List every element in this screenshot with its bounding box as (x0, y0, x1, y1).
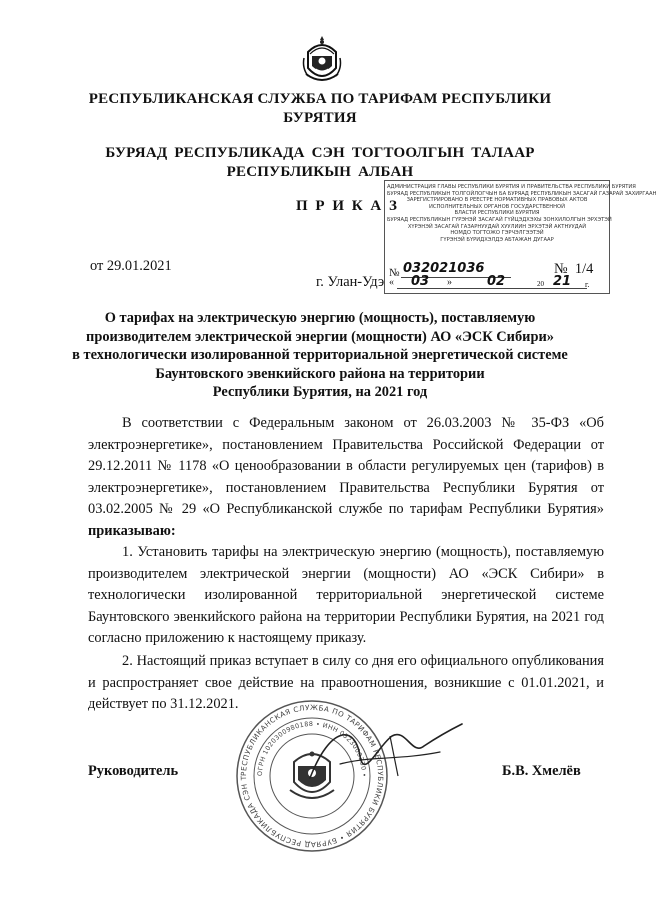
org-name-ru-line1: РЕСПУБЛИКАНСКАЯ СЛУЖБА ПО ТАРИФАМ РЕСПУБЛИКИ (88, 91, 552, 107)
title-line1: О тарифах на электрическую энергию (мощность), поставляемую (104, 310, 536, 326)
stamp-date-year-prefix: 20 (537, 280, 544, 288)
stamp-date-year-suffix: г. (585, 280, 590, 289)
org-name-bur-line1: БУРЯАД РЕСПУБЛИКАДА СЭН ТОГТООЛГЫН ТАЛААР (105, 145, 535, 161)
document-type: П Р И К А З (296, 198, 399, 214)
document-title (60, 309, 580, 402)
stamp-line: ЗАРЕГИСТРИРОВАНО В РЕЕСТРЕ НОРМАТИВНЫХ ПРАВОВЫХ АКТОВ (406, 197, 588, 204)
stamp-line: НОМДО ТОГТОЖО ГЭРЧЭЛГЭЭТЭЙ (450, 230, 544, 237)
stamp-line: АДМИНИСТРАЦИЯ ГЛАВЫ РЕСПУБЛИКИ БУРЯТИЯ И ПРАВИТЕЛЬСТВА РЕСПУБЛИКИ БУРЯТИЯ (387, 184, 636, 190)
stamp-line: ИСПОЛНИТЕЛЬНЫХ ОРГАНОВ ГОСУДАРСТВЕННОЙ (428, 203, 566, 210)
title-line2: производителем электрической энергии (мощности) АО «ЭСК Сибири» (86, 328, 554, 345)
stamp-date-close-quote: » (447, 277, 452, 288)
document-place: г. Улан-Удэ (316, 274, 385, 290)
stamp-date-row (389, 274, 603, 291)
org-name-bur-line2: РЕСПУБЛИКЫН АЛБАН (226, 164, 414, 180)
seal-outer-text: РЕСПУБЛИКАНСКАЯ СЛУЖБА ПО ТАРИФАМ РЕСПУБЛИКИ БУРЯТИЯ • БУРЯАД РЕСПУБЛИКАДА СЭН Т (238, 702, 386, 850)
order-word: приказываю: (88, 522, 176, 539)
stamp-date-year: 21 (553, 274, 572, 289)
stamp-line: БУРЯАД РЕСПУБЛИКЫН ТОЛГОЙЛОГЧЫН БА БУРЯАД РЕСПУБЛИКЫН ЗАСАГАЙ ГАЗАРАЙ ЗАХИРГААН (387, 190, 656, 197)
signatory-name: Б.В. Хмелёв (502, 763, 581, 779)
stamp-date-open-quote: « (389, 277, 394, 288)
org-name-ru-line2: БУРЯТИЯ (283, 110, 357, 126)
title-line3: в технологически изолированной территориальной энергетической системе (72, 347, 568, 363)
stamp-line: БУРЯАД РЕСПУБЛИКЫН ГҮРЭНЭЙ ЗАСАГАЙ ГҮЙЦЭДХЭХЫ ЗОНХИЛОЛГЫН ЭРХЭТЭЙ (387, 216, 612, 223)
org-name-ru (80, 90, 560, 128)
title-line5: Республики Бурятия, на 2021 год (212, 384, 428, 400)
stamp-date-day: 03 (411, 274, 430, 289)
stamp-line: ВЛАСТИ РЕСПУБЛИКИ БУРЯТИЯ (454, 210, 540, 217)
stamp-number-prefix: № (389, 267, 400, 279)
document-date: от 29.01.2021 (90, 258, 172, 274)
document-number: № 1/4 (554, 261, 594, 277)
preamble-text: В соответствии с Федеральным законом от 26.03.2003 № 35-ФЗ «Об электроэнергетике», постановлением Правительства Российской Федерации от 29.12.2011 № 1178 «О ценообразовании в области регулируемых цен (тарифов) в электроэнергетике», постановлением Правительства Республики Бурятия от 03.02.2005 № 29 «О Республиканской службе по тарифам Республики Бурятия» (88, 415, 604, 517)
coat-of-arms-emblem (300, 34, 344, 86)
title-line4: Баунтовского эвенкийского района на территории (155, 365, 485, 382)
stamp-date-underline (397, 288, 587, 289)
signatory-position: Руководитель (88, 763, 179, 779)
order-item-1: 1. Установить тарифы на электрическую энергию (мощность), поставляемую производителем электрической энергии (мощности) АО «ЭСК Сибири» в технологически изолированной территориальной энергетической системе Баунтовского эвенкийского района на территории Республики Бурятия, на 2021 год согласно приложению к настоящему приказу. (88, 544, 604, 646)
stamp-line: ГҮРЭНЭЙ БҮРИДХЭЛДЭ АБТАЖАН ДУГААР (440, 236, 554, 243)
handwritten-signature (300, 716, 470, 796)
stamp-line: ХҮРЭНЭЙ ЗАСАГАЙ ГАЗАРНУУДАЙ ХУУЛИИН ЭРХЭТЭЙ АКТНУУДАЙ (407, 223, 587, 230)
registration-stamp-text (385, 181, 656, 246)
stamp-number-value: 032021036 (403, 261, 485, 276)
stamp-date-month: 02 (487, 274, 506, 289)
order-item-2: 2. Настоящий приказ вступает в силу со дня его официального опубликования и распространяет свое действие на правоотношения, возникшие с 01.01.2021, и действует по 31.12.2021. (88, 653, 604, 712)
org-name-bur (80, 144, 560, 182)
preamble-paragraph (88, 413, 604, 542)
seal-inner-text: ОГРН 1020300980188 • ИНН 0323000330 • (255, 719, 369, 778)
